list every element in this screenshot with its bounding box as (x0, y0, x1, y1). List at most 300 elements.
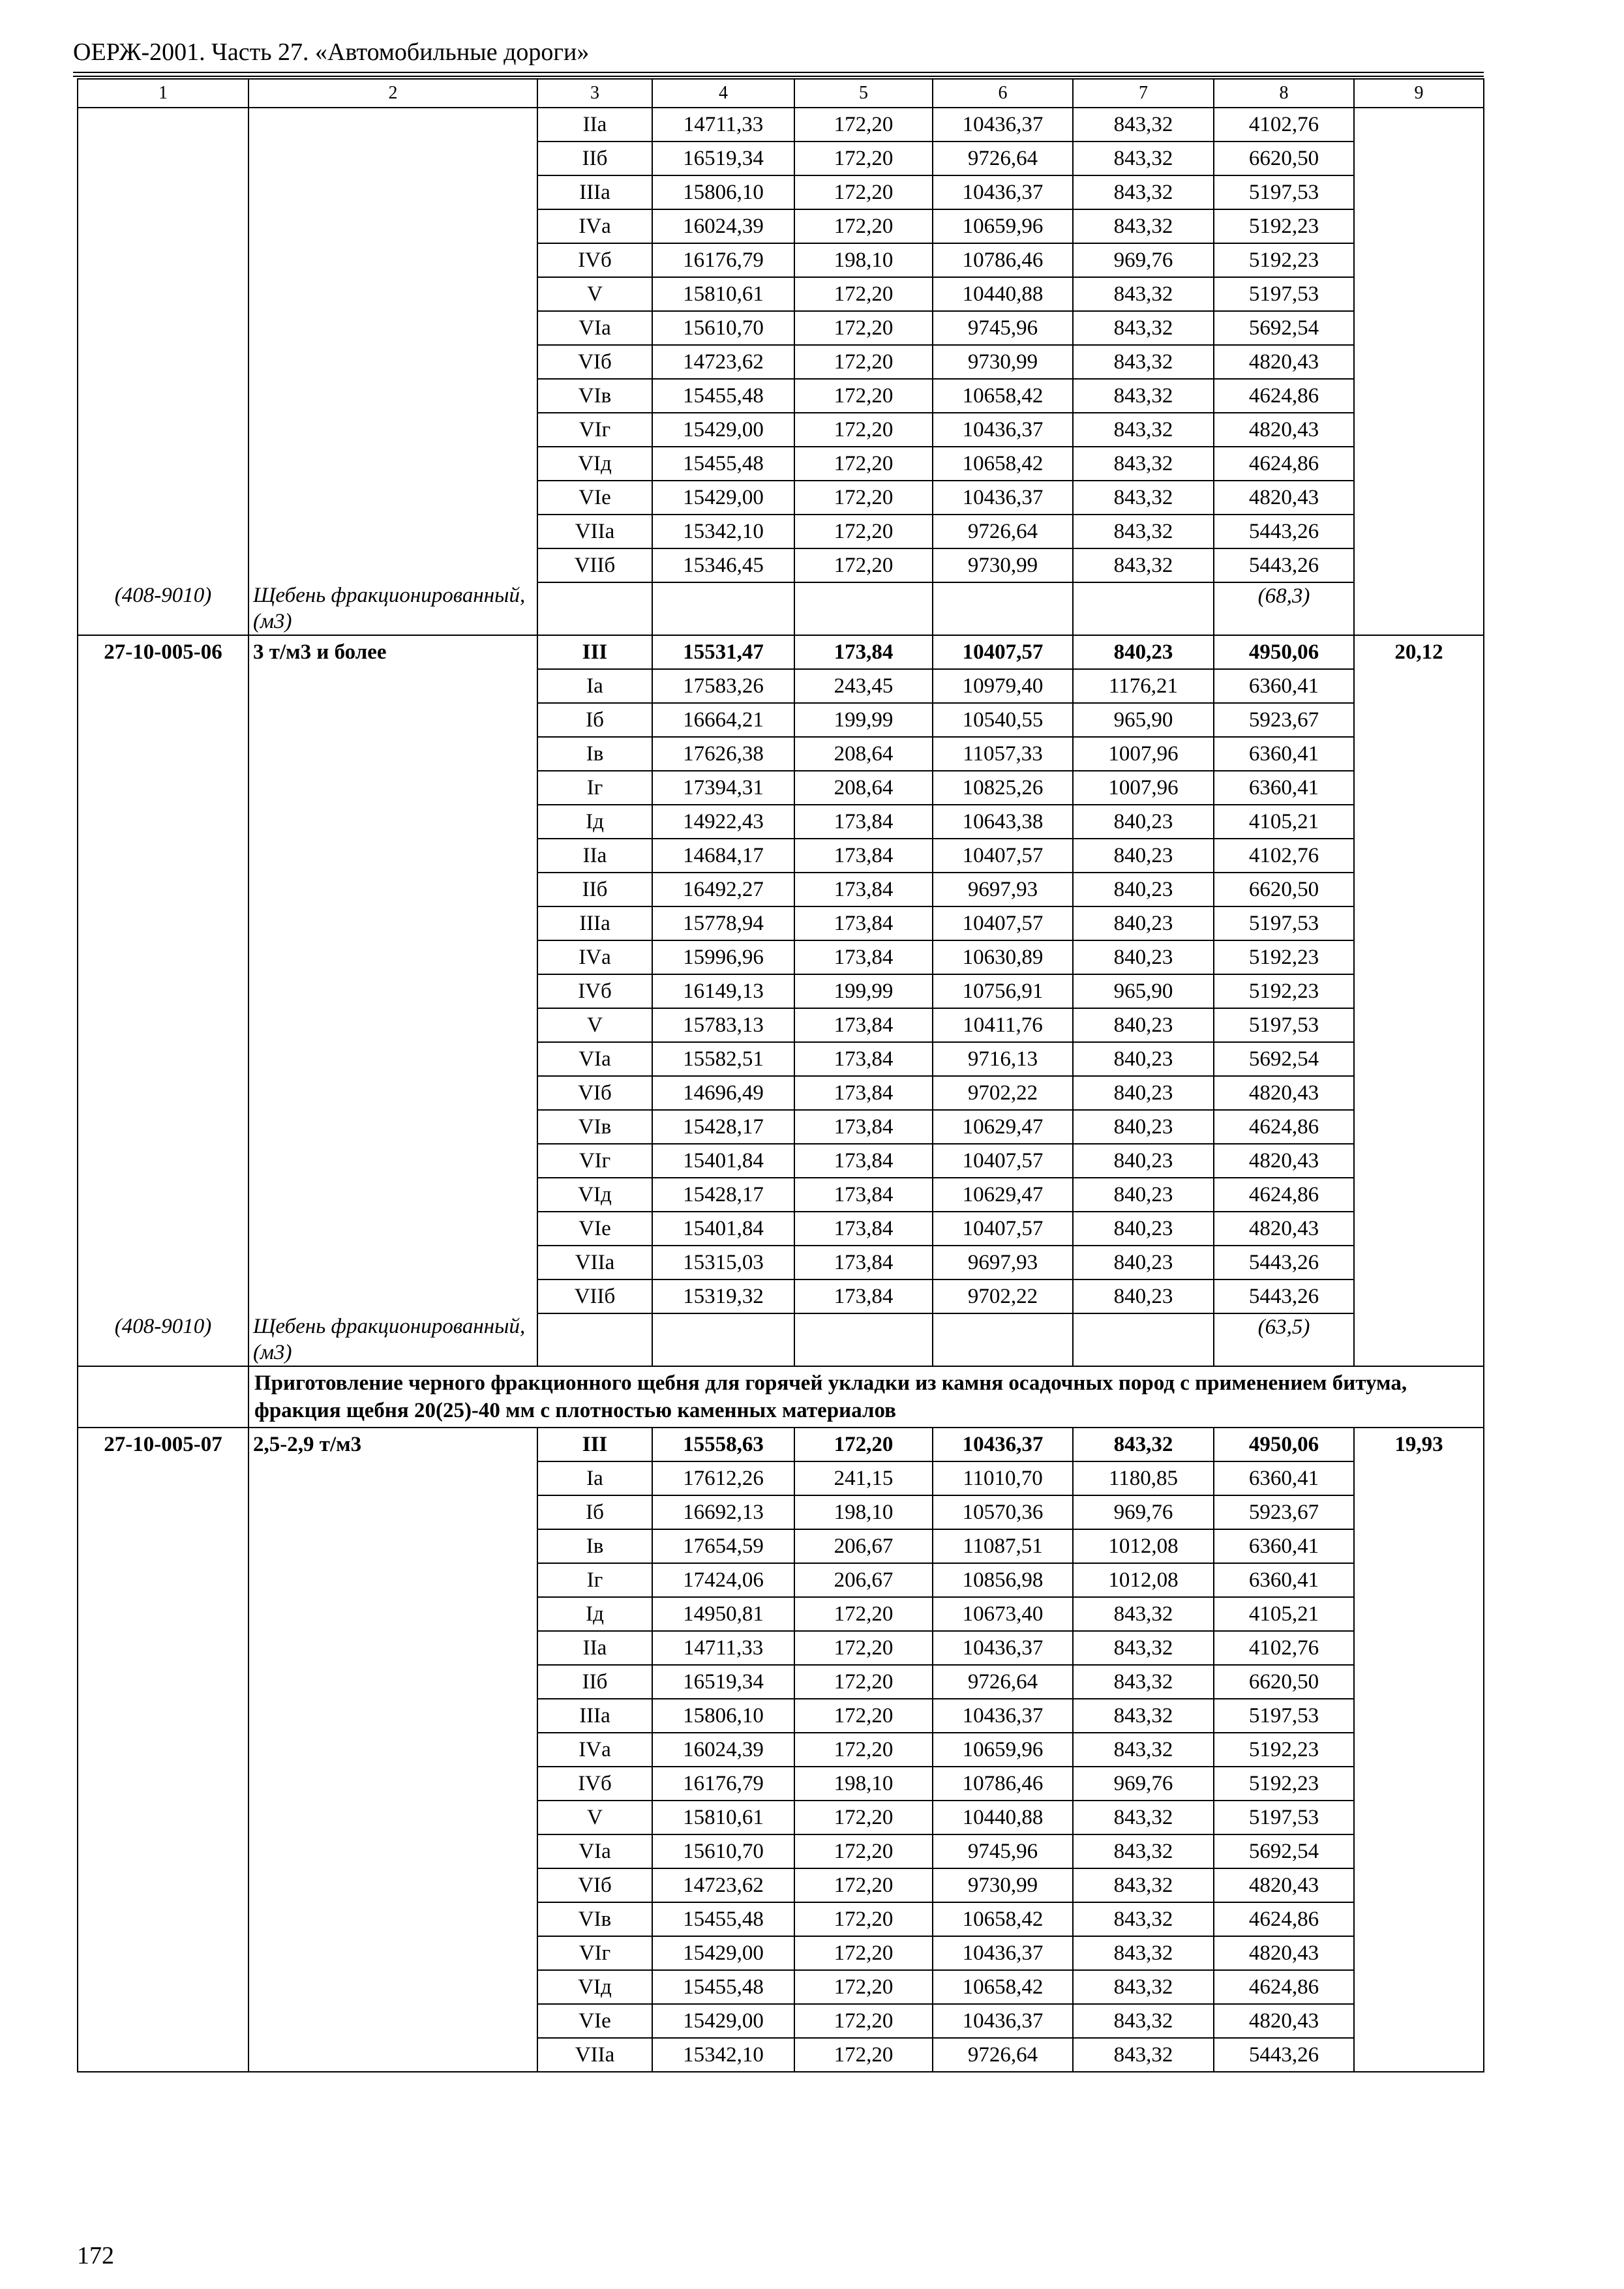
materials-cost: 5692,54 (1214, 311, 1354, 345)
region-zone: III (537, 1428, 652, 1461)
region-zone: Iг (537, 771, 652, 805)
total-cost: 16149,13 (652, 974, 794, 1008)
machine-cost: 10440,88 (933, 277, 1073, 311)
rate-description (248, 873, 537, 906)
rate-description (248, 1834, 537, 1868)
table-row (78, 1144, 1484, 1178)
material-quantity: (68,3) (1214, 582, 1354, 635)
labor-cost (1354, 1631, 1484, 1665)
operator-wages: 843,32 (1073, 1834, 1214, 1868)
rate-description (248, 1279, 537, 1313)
wages: 199,99 (794, 703, 933, 737)
labor-cost (1354, 839, 1484, 873)
total-cost: 17654,59 (652, 1529, 794, 1563)
region-zone: VIв (537, 1902, 652, 1936)
table-row (78, 839, 1484, 873)
rate-description (248, 1144, 537, 1178)
labor-cost (1354, 2004, 1484, 2038)
wages: 172,20 (794, 1970, 933, 2004)
operator-wages: 843,32 (1073, 108, 1214, 142)
labor-cost (1354, 1461, 1484, 1495)
machine-cost: 9745,96 (933, 1834, 1073, 1868)
empty-cell (794, 1313, 933, 1366)
rate-code: 27-10-005-06 (78, 635, 248, 669)
total-cost: 15582,51 (652, 1042, 794, 1076)
materials-cost: 5197,53 (1214, 175, 1354, 209)
rate-description (248, 974, 537, 1008)
total-cost: 15996,96 (652, 940, 794, 974)
total-cost: 17424,06 (652, 1563, 794, 1597)
materials-cost: 4624,86 (1214, 1970, 1354, 2004)
machine-cost: 10436,37 (933, 481, 1073, 515)
region-zone: IVа (537, 1733, 652, 1767)
rate-description (248, 906, 537, 940)
wages: 173,84 (794, 940, 933, 974)
total-cost: 17394,31 (652, 771, 794, 805)
material-note-row (78, 582, 1484, 635)
region-zone: VIе (537, 481, 652, 515)
materials-cost: 4624,86 (1214, 1178, 1354, 1212)
wages: 172,20 (794, 311, 933, 345)
table-row (78, 1461, 1484, 1495)
machine-cost: 9726,64 (933, 515, 1073, 548)
table-row (78, 974, 1484, 1008)
material-name: Щебень фракционированный, (м3) (248, 1313, 537, 1366)
total-cost: 15428,17 (652, 1178, 794, 1212)
wages: 206,67 (794, 1563, 933, 1597)
rate-code (78, 1767, 248, 1801)
operator-wages: 965,90 (1073, 974, 1214, 1008)
machine-cost: 10629,47 (933, 1178, 1073, 1212)
machine-cost: 10786,46 (933, 243, 1073, 277)
labor-cost: 20,12 (1354, 635, 1484, 669)
rate-description (248, 669, 537, 703)
operator-wages: 843,32 (1073, 1631, 1214, 1665)
machine-cost: 9745,96 (933, 311, 1073, 345)
rate-code (78, 669, 248, 703)
region-zone: Iв (537, 1529, 652, 1563)
region-zone: VIIб (537, 548, 652, 582)
total-cost: 14723,62 (652, 345, 794, 379)
operator-wages: 1007,96 (1073, 737, 1214, 771)
labor-cost (1354, 1529, 1484, 1563)
wages: 173,84 (794, 1076, 933, 1110)
machine-cost: 10673,40 (933, 1597, 1073, 1631)
wages: 173,84 (794, 873, 933, 906)
machine-cost: 10643,38 (933, 805, 1073, 839)
rate-description (248, 142, 537, 175)
operator-wages: 843,32 (1073, 1699, 1214, 1733)
materials-cost: 4820,43 (1214, 1076, 1354, 1110)
region-zone: IVб (537, 1767, 652, 1801)
total-cost: 14684,17 (652, 839, 794, 873)
materials-cost: 5692,54 (1214, 1042, 1354, 1076)
table-row (78, 1801, 1484, 1834)
materials-cost: 5443,26 (1214, 2038, 1354, 2072)
labor-cost (1354, 548, 1484, 582)
materials-cost: 4624,86 (1214, 1902, 1354, 1936)
rate-code (78, 413, 248, 447)
materials-cost: 4820,43 (1214, 1144, 1354, 1178)
rate-code (78, 1631, 248, 1665)
table-row (78, 1868, 1484, 1902)
rate-description: 2,5-2,9 т/м3 (248, 1428, 537, 1461)
rate-code (78, 108, 248, 142)
region-zone: VIIа (537, 515, 652, 548)
labor-cost (1354, 345, 1484, 379)
table-row (78, 1529, 1484, 1563)
materials-cost: 4624,86 (1214, 447, 1354, 481)
total-cost: 17626,38 (652, 737, 794, 771)
total-cost: 14711,33 (652, 108, 794, 142)
total-cost: 15783,13 (652, 1008, 794, 1042)
operator-wages: 840,23 (1073, 839, 1214, 873)
rate-description (248, 1529, 537, 1563)
wages: 173,84 (794, 1279, 933, 1313)
labor-cost (1354, 1495, 1484, 1529)
total-cost: 15401,84 (652, 1144, 794, 1178)
table-row (78, 906, 1484, 940)
machine-cost: 10658,42 (933, 379, 1073, 413)
materials-cost: 4950,06 (1214, 1428, 1354, 1461)
empty-cell (652, 1313, 794, 1366)
wages: 173,84 (794, 1178, 933, 1212)
rate-code (78, 1042, 248, 1076)
rate-code (78, 1076, 248, 1110)
operator-wages: 843,32 (1073, 1970, 1214, 2004)
material-name: Щебень фракционированный, (м3) (248, 582, 537, 635)
labor-cost (1354, 311, 1484, 345)
region-zone: VIIб (537, 1279, 652, 1313)
operator-wages: 840,23 (1073, 1178, 1214, 1212)
materials-cost: 4820,43 (1214, 481, 1354, 515)
machine-cost: 9730,99 (933, 345, 1073, 379)
materials-cost: 4102,76 (1214, 1631, 1354, 1665)
wages: 173,84 (794, 805, 933, 839)
operator-wages: 840,23 (1073, 906, 1214, 940)
material-code: (408-9010) (78, 582, 248, 635)
table-row (78, 1665, 1484, 1699)
materials-cost: 4950,06 (1214, 635, 1354, 669)
table-row (78, 345, 1484, 379)
column-number-row (78, 79, 1484, 108)
operator-wages: 1012,08 (1073, 1563, 1214, 1597)
operator-wages: 843,32 (1073, 1733, 1214, 1767)
header-rule (73, 72, 1484, 73)
materials-cost: 6360,41 (1214, 669, 1354, 703)
table-row (78, 142, 1484, 175)
labor-cost (1354, 108, 1484, 142)
table-row (78, 1246, 1484, 1279)
total-cost: 15455,48 (652, 1970, 794, 2004)
machine-cost: 11057,33 (933, 737, 1073, 771)
total-cost: 15319,32 (652, 1279, 794, 1313)
rate-code (78, 1008, 248, 1042)
material-quantity: (63,5) (1214, 1313, 1354, 1366)
operator-wages: 843,32 (1073, 515, 1214, 548)
materials-cost: 5192,23 (1214, 940, 1354, 974)
rate-code (78, 1699, 248, 1733)
operator-wages: 843,32 (1073, 379, 1214, 413)
region-zone: IIIа (537, 1699, 652, 1733)
materials-cost: 5192,23 (1214, 1733, 1354, 1767)
total-cost: 17583,26 (652, 669, 794, 703)
region-zone: VIб (537, 1076, 652, 1110)
wages: 173,84 (794, 1008, 933, 1042)
table-row (78, 447, 1484, 481)
machine-cost: 10658,42 (933, 447, 1073, 481)
labor-cost (1354, 1597, 1484, 1631)
rate-code (78, 1178, 248, 1212)
materials-cost: 4105,21 (1214, 1597, 1354, 1631)
labor-cost (1354, 1767, 1484, 1801)
rate-code (78, 1665, 248, 1699)
total-cost: 15455,48 (652, 379, 794, 413)
rate-description (248, 1461, 537, 1495)
labor-cost (1354, 1868, 1484, 1902)
rate-code (78, 2038, 248, 2072)
machine-cost: 10825,26 (933, 771, 1073, 805)
rate-code (78, 1936, 248, 1970)
empty-cell (933, 582, 1073, 635)
labor-cost (1354, 1665, 1484, 1699)
rate-description (248, 703, 537, 737)
total-cost: 15428,17 (652, 1110, 794, 1144)
wages: 172,20 (794, 1597, 933, 1631)
machine-cost: 10659,96 (933, 209, 1073, 243)
rate-description (248, 1110, 537, 1144)
region-zone: V (537, 1008, 652, 1042)
region-zone: VIг (537, 1144, 652, 1178)
wages: 173,84 (794, 635, 933, 669)
rate-code (78, 703, 248, 737)
machine-cost: 10436,37 (933, 413, 1073, 447)
rate-description (248, 1936, 537, 1970)
materials-cost: 4820,43 (1214, 2004, 1354, 2038)
table-row (78, 1042, 1484, 1076)
rate-code (78, 873, 248, 906)
empty-cell (652, 582, 794, 635)
page-number: 172 (77, 2242, 114, 2269)
rate-code (78, 1563, 248, 1597)
rate-code (78, 243, 248, 277)
labor-cost (1354, 1212, 1484, 1246)
labor-cost (1354, 1936, 1484, 1970)
labor-cost (1354, 277, 1484, 311)
wages: 172,20 (794, 515, 933, 548)
machine-cost: 9726,64 (933, 142, 1073, 175)
operator-wages: 840,23 (1073, 873, 1214, 906)
labor-cost (1354, 1042, 1484, 1076)
materials-cost: 6360,41 (1214, 1529, 1354, 1563)
table-row (78, 1178, 1484, 1212)
empty-cell (933, 1313, 1073, 1366)
rate-description (248, 1868, 537, 1902)
machine-cost: 10659,96 (933, 1733, 1073, 1767)
materials-cost: 4820,43 (1214, 1936, 1354, 1970)
operator-wages: 840,23 (1073, 805, 1214, 839)
total-cost: 14696,49 (652, 1076, 794, 1110)
table-row (78, 277, 1484, 311)
materials-cost: 4102,76 (1214, 108, 1354, 142)
materials-cost: 5443,26 (1214, 1246, 1354, 1279)
wages: 173,84 (794, 1110, 933, 1144)
total-cost: 15810,61 (652, 277, 794, 311)
total-cost: 15455,48 (652, 447, 794, 481)
materials-cost: 4820,43 (1214, 413, 1354, 447)
table-row (78, 873, 1484, 906)
machine-cost: 10629,47 (933, 1110, 1073, 1144)
table-row (78, 311, 1484, 345)
region-zone: VIIа (537, 1246, 652, 1279)
region-zone: IIа (537, 839, 652, 873)
operator-wages: 969,76 (1073, 1495, 1214, 1529)
table-row (78, 515, 1484, 548)
wages: 173,84 (794, 906, 933, 940)
column-number: 3 (537, 79, 652, 108)
materials-cost: 5192,23 (1214, 974, 1354, 1008)
materials-cost: 5923,67 (1214, 703, 1354, 737)
machine-cost: 9730,99 (933, 548, 1073, 582)
wages: 208,64 (794, 737, 933, 771)
machine-cost: 9697,93 (933, 873, 1073, 906)
region-zone: VIа (537, 1834, 652, 1868)
region-zone: Iа (537, 1461, 652, 1495)
materials-cost: 4820,43 (1214, 1868, 1354, 1902)
region-zone: VIа (537, 1042, 652, 1076)
total-cost: 16492,27 (652, 873, 794, 906)
wages: 208,64 (794, 771, 933, 805)
machine-cost: 10786,46 (933, 1767, 1073, 1801)
table-row (78, 1902, 1484, 1936)
table-row (78, 1076, 1484, 1110)
machine-cost: 10436,37 (933, 1428, 1073, 1461)
table-row (78, 1110, 1484, 1144)
materials-cost: 6360,41 (1214, 1563, 1354, 1597)
table-row (78, 1936, 1484, 1970)
rate-description (248, 345, 537, 379)
total-cost: 15810,61 (652, 1801, 794, 1834)
rate-code (78, 906, 248, 940)
rate-code (78, 771, 248, 805)
wages: 173,84 (794, 839, 933, 873)
region-zone: V (537, 1801, 652, 1834)
operator-wages: 840,23 (1073, 1042, 1214, 1076)
operator-wages: 843,32 (1073, 175, 1214, 209)
total-cost: 15806,10 (652, 1699, 794, 1733)
wages: 172,20 (794, 1428, 933, 1461)
rate-description: 3 т/м3 и более (248, 635, 537, 669)
wages: 198,10 (794, 1767, 933, 1801)
rate-code (78, 1246, 248, 1279)
materials-cost: 4820,43 (1214, 345, 1354, 379)
wages: 241,15 (794, 1461, 933, 1495)
operator-wages: 843,32 (1073, 311, 1214, 345)
table-row (78, 243, 1484, 277)
labor-cost (1354, 906, 1484, 940)
region-zone: V (537, 277, 652, 311)
operator-wages: 843,32 (1073, 548, 1214, 582)
machine-cost: 10436,37 (933, 1631, 1073, 1665)
machine-cost: 10856,98 (933, 1563, 1073, 1597)
total-cost: 15429,00 (652, 481, 794, 515)
region-zone: IIа (537, 108, 652, 142)
rate-code (78, 1144, 248, 1178)
total-cost: 14711,33 (652, 1631, 794, 1665)
rate-code (78, 1110, 248, 1144)
table-row (78, 1733, 1484, 1767)
rate-description (248, 1902, 537, 1936)
machine-cost: 10407,57 (933, 1144, 1073, 1178)
machine-cost: 10540,55 (933, 703, 1073, 737)
materials-cost: 5197,53 (1214, 1008, 1354, 1042)
wages: 172,20 (794, 413, 933, 447)
operator-wages: 843,32 (1073, 2038, 1214, 2072)
materials-cost: 5692,54 (1214, 1834, 1354, 1868)
labor-cost (1354, 1076, 1484, 1110)
wages: 172,20 (794, 379, 933, 413)
rate-code (78, 737, 248, 771)
table-row (78, 771, 1484, 805)
rate-description (248, 1767, 537, 1801)
wages: 172,20 (794, 1733, 933, 1767)
table-row (78, 108, 1484, 142)
total-cost: 15610,70 (652, 1834, 794, 1868)
operator-wages: 843,32 (1073, 413, 1214, 447)
operator-wages: 840,23 (1073, 1008, 1214, 1042)
materials-cost: 4105,21 (1214, 805, 1354, 839)
wages: 206,67 (794, 1529, 933, 1563)
labor-cost (1354, 1279, 1484, 1313)
table-row (78, 481, 1484, 515)
total-cost: 15346,45 (652, 548, 794, 582)
table-row (78, 1631, 1484, 1665)
region-zone: VIе (537, 2004, 652, 2038)
wages: 172,20 (794, 1936, 933, 1970)
region-zone: III (537, 635, 652, 669)
region-zone: IVа (537, 940, 652, 974)
rate-description (248, 413, 537, 447)
rate-description (248, 1076, 537, 1110)
labor-cost (1354, 1834, 1484, 1868)
region-zone: Iд (537, 1597, 652, 1631)
wages: 172,20 (794, 548, 933, 582)
rate-code (78, 1902, 248, 1936)
table-row (78, 175, 1484, 209)
material-code: (408-9010) (78, 1313, 248, 1366)
wages: 172,20 (794, 1699, 933, 1733)
operator-wages: 840,23 (1073, 635, 1214, 669)
labor-cost (1354, 974, 1484, 1008)
labor-cost (1354, 481, 1484, 515)
table-row (78, 1212, 1484, 1246)
region-zone: VIе (537, 1212, 652, 1246)
column-number: 1 (78, 79, 248, 108)
table-row (78, 1597, 1484, 1631)
table-row (78, 737, 1484, 771)
rate-code (78, 142, 248, 175)
empty-cell (1073, 582, 1214, 635)
machine-cost: 10658,42 (933, 1902, 1073, 1936)
materials-cost: 6360,41 (1214, 737, 1354, 771)
rate-code (78, 1279, 248, 1313)
region-zone: Iб (537, 703, 652, 737)
table-row (78, 805, 1484, 839)
labor-cost (1354, 175, 1484, 209)
total-cost: 14723,62 (652, 1868, 794, 1902)
rate-description (248, 1631, 537, 1665)
rate-description (248, 805, 537, 839)
